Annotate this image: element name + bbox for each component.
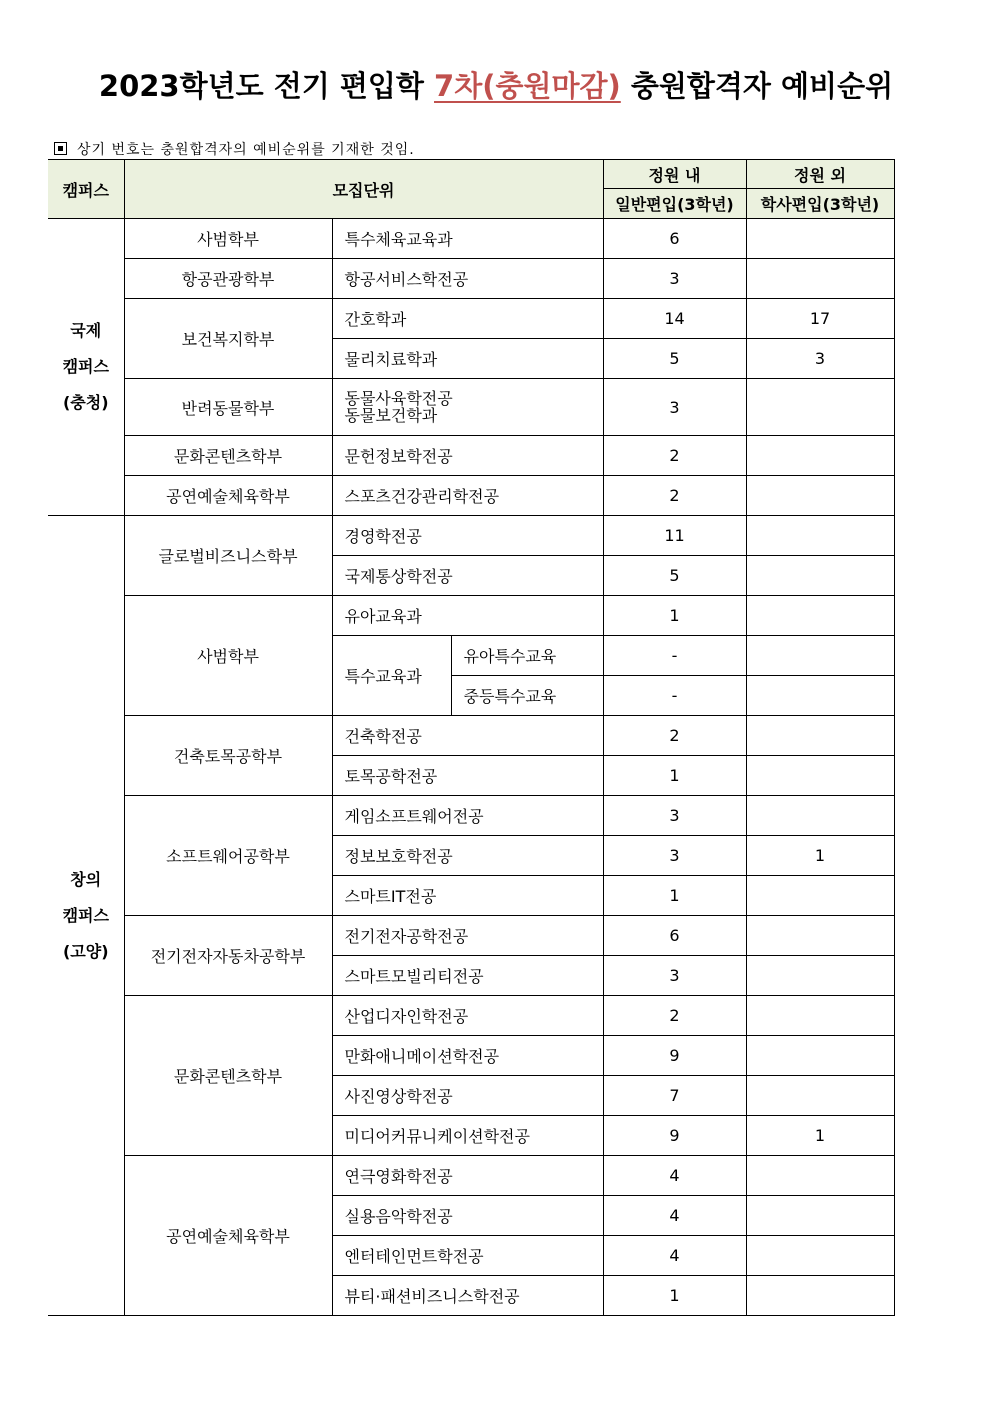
campus-name: 국제 [70,321,102,340]
table-row [48,219,894,259]
major-cell: 뷰티·패션비즈니스학전공 [332,1276,603,1316]
major-cell: 특수교육과 [332,636,451,716]
bachelor-value [746,716,894,756]
major-cell: 스포츠건강관리학전공 [332,476,603,516]
table-row [48,476,894,516]
major-cell: 만화애니메이션학전공 [332,1036,603,1076]
dept-cell: 사범학부 [124,596,332,716]
general-value: 3 [603,796,746,836]
title-highlight: 7차(충원마감) [434,69,621,103]
major-cell: 스마트IT전공 [332,876,603,916]
general-value: 4 [603,1236,746,1276]
major-cell: 전기전자공학전공 [332,916,603,956]
general-value: 7 [603,1076,746,1116]
general-value: - [603,636,746,676]
general-value: 5 [603,556,746,596]
bachelor-value: 17 [746,299,894,339]
bachelor-value [746,1036,894,1076]
dept-cell: 항공관광학부 [124,259,332,299]
table-row [48,299,894,339]
dept-cell: 사범학부 [124,219,332,259]
major-cell: 유아교육과 [332,596,603,636]
major-cell: 경영학전공 [332,516,603,556]
bachelor-value [746,379,894,436]
bachelor-value [746,996,894,1036]
major-cell: 연극영화학전공 [332,1156,603,1196]
major-cell: 물리치료학과 [332,339,603,379]
general-value: 2 [603,476,746,516]
table-row [48,916,894,956]
bachelor-value: 1 [746,836,894,876]
header-bachelor: 학사편입(3학년) [746,189,894,219]
dept-cell: 공연예술체육학부 [124,476,332,516]
table-row [48,716,894,756]
header-campus: 캠퍼스 [48,160,124,219]
major-cell: 게임소프트웨어전공 [332,796,603,836]
major-cell: 사진영상학전공 [332,1076,603,1116]
bachelor-value [746,956,894,996]
general-value: 3 [603,259,746,299]
dept-cell: 전기전자자동차공학부 [124,916,332,996]
bachelor-value [746,676,894,716]
bachelor-value [746,219,894,259]
major-cell: 실용음악학전공 [332,1196,603,1236]
bachelor-value [746,876,894,916]
sub-major-cell: 중등특수교육 [451,676,603,716]
bachelor-value [746,1236,894,1276]
table-row [48,1156,894,1196]
general-value: 2 [603,996,746,1036]
general-value: 4 [603,1196,746,1236]
table-row [48,436,894,476]
dept-cell: 문화콘텐츠학부 [124,996,332,1156]
bachelor-value [746,756,894,796]
bachelor-value [746,259,894,299]
general-value: 3 [603,379,746,436]
bachelor-value [746,796,894,836]
dept-cell: 보건복지학부 [124,299,332,379]
bachelor-value [746,436,894,476]
bachelor-value [746,1276,894,1316]
bachelor-value [746,516,894,556]
bachelor-value [746,476,894,516]
major-cell: 국제통상학전공 [332,556,603,596]
table-row [48,379,894,436]
major-cell: 문헌정보학전공 [332,436,603,476]
title-prefix: 2023학년도 전기 편입학 [98,69,435,103]
notice [54,139,415,159]
dept-cell: 글로벌비즈니스학부 [124,516,332,596]
general-value: 1 [603,596,746,636]
campus-label: 캠퍼스 [62,905,109,925]
dept-cell: 문화콘텐츠학부 [124,436,332,476]
header-quota-out: 정원 외 [746,160,894,189]
table-row [48,796,894,836]
major-cell [332,379,603,436]
general-value: 2 [603,436,746,476]
major-cell: 산업디자인학전공 [332,996,603,1036]
sub-major-cell: 유아특수교육 [451,636,603,676]
general-value: 3 [603,956,746,996]
major-cell: 정보보호학전공 [332,836,603,876]
general-value: 11 [603,516,746,556]
general-value: 1 [603,1276,746,1316]
campus-cell [48,516,124,1316]
dept-cell: 반려동물학부 [124,379,332,436]
general-value: 3 [603,836,746,876]
header-unit: 모집단위 [124,160,603,219]
dept-cell: 소프트웨어공학부 [124,796,332,916]
major-cell: 엔터테인먼트학전공 [332,1236,603,1276]
major-cell: 항공서비스학전공 [332,259,603,299]
header-row-1 [48,160,894,189]
major-cell: 간호학과 [332,299,603,339]
table-row [48,596,894,636]
major-cell: 스마트모빌리티전공 [332,956,603,996]
major-line-1: 동물사육학전공 [344,389,453,408]
header-quota-in: 정원 내 [603,160,746,189]
general-value: 1 [603,756,746,796]
general-value: - [603,676,746,716]
general-value: 14 [603,299,746,339]
table-row [48,259,894,299]
header-general: 일반편입(3학년) [603,189,746,219]
general-value: 2 [603,716,746,756]
general-value: 9 [603,1116,746,1156]
dept-cell: 건축토목공학부 [124,716,332,796]
major-cell: 건축학전공 [332,716,603,756]
bachelor-value [746,1156,894,1196]
title-suffix: 충원합격자 예비순위 [620,69,894,103]
general-value: 9 [603,1036,746,1076]
table-row [48,516,894,556]
general-value: 6 [603,916,746,956]
major-cell: 특수체육교육과 [332,219,603,259]
general-value: 1 [603,876,746,916]
bachelor-value [746,1196,894,1236]
major-cell: 미디어커뮤니케이션학전공 [332,1116,603,1156]
campus-label: 캠퍼스 [62,357,109,376]
bachelor-value [746,1076,894,1116]
table-row [48,996,894,1036]
campus-region: (고양) [62,941,109,961]
bachelor-value: 3 [746,339,894,379]
campus-name: 창의 [70,869,102,889]
major-cell: 토목공학전공 [332,756,603,796]
general-value: 5 [603,339,746,379]
general-value: 6 [603,219,746,259]
notice-text: 상기 번호는 충원합격자의 예비순위를 기재한 것임. [77,142,415,158]
campus-region: (충청) [62,393,109,412]
bachelor-value: 1 [746,1116,894,1156]
bachelor-value [746,916,894,956]
bachelor-value [746,556,894,596]
results-table [48,159,895,1316]
major-line-2: 동물보건학과 [344,406,438,425]
dept-cell: 공연예술체육학부 [124,1156,332,1316]
checkbox-square-icon [54,142,67,155]
general-value: 4 [603,1156,746,1196]
bachelor-value [746,596,894,636]
campus-cell [48,219,124,516]
page-title [0,64,992,105]
bachelor-value [746,636,894,676]
